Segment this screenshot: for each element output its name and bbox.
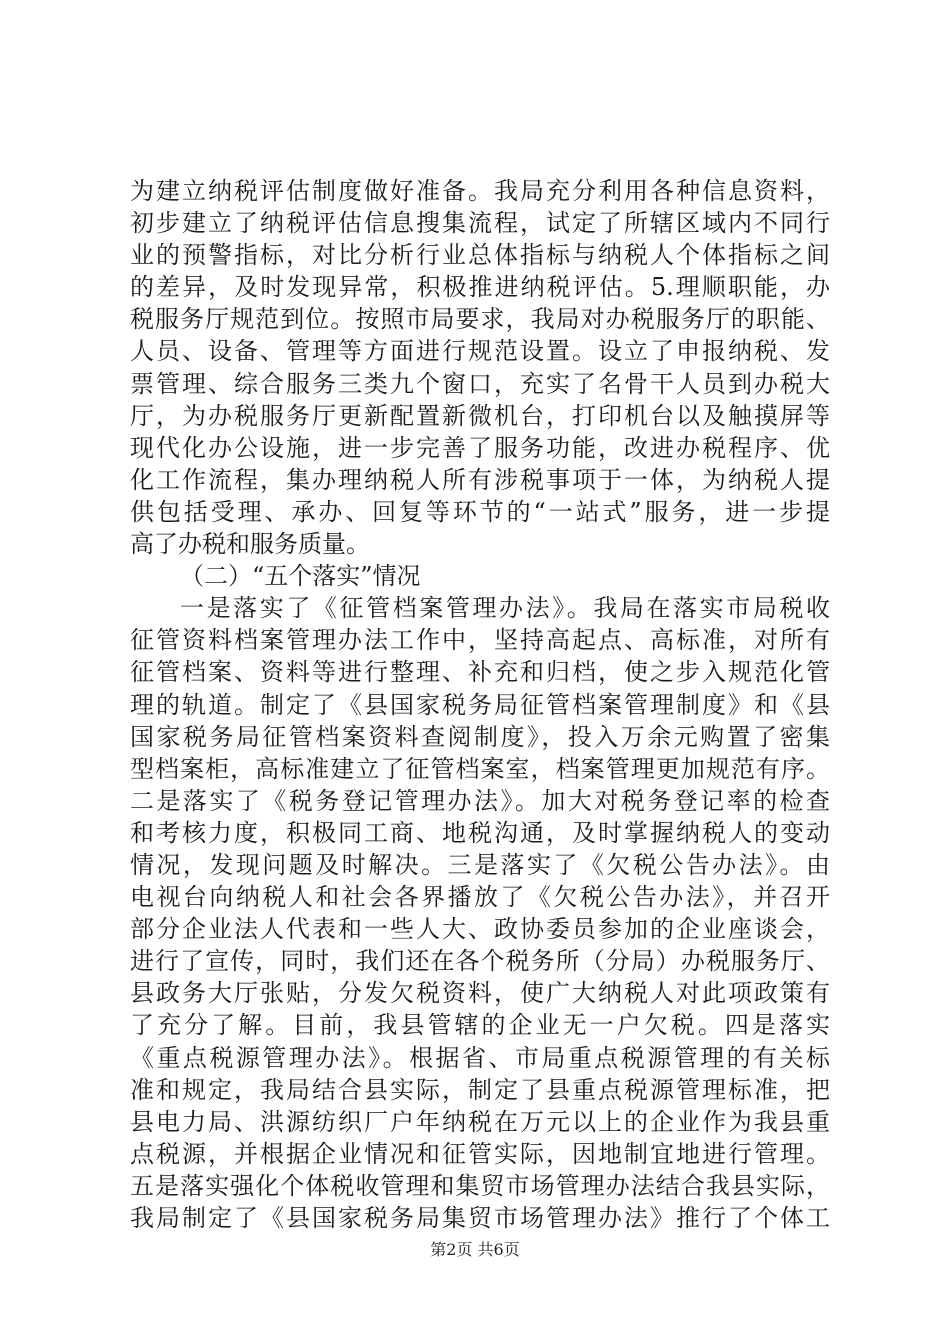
text-line: 点税源，并根据企业情况和征管实际，因地制宜地进行管理。 — [130, 1139, 830, 1168]
text-line: 县电力局、洪源纺织厂户年纳税在万元以上的企业作为我县重 — [130, 1107, 830, 1136]
text-line: 进行了宣传，同时，我们还在各个税务所（分局）办税服务厅、 — [130, 947, 830, 976]
text-line: 电视台向纳税人和社会各界播放了《欠税公告办法》，并召开 — [130, 883, 830, 912]
section-heading: （二）“五个落实”情况 — [180, 562, 421, 591]
text-line: 为建立纳税评估制度做好准备。我局充分利用各种信息资料， — [130, 177, 830, 205]
text-line: 征管资料档案管理办法工作中，坚持高起点、高标准，对所有 — [130, 626, 830, 655]
text-line: 了充分了解。目前，我县管辖的企业无一户欠税。四是落实 — [130, 1011, 830, 1040]
page-number-footer: 第2页 共6页 — [430, 1240, 520, 1259]
text-line: 厅，为办税服务厅更新配置新微机台，打印机台以及触摸屏等 — [130, 401, 830, 430]
text-line: 部分企业法人代表和一些人大、政协委员参加的企业座谈会， — [130, 915, 830, 944]
text-line: 现代化办公设施，进一步完善了服务功能，改进办税程序、优 — [130, 433, 830, 462]
text-line: 票管理、综合服务三类九个窗口，充实了名骨干人员到办税大 — [130, 369, 830, 398]
text-line: 化工作流程，集办理纳税人所有涉税事项于一体，为纳税人提 — [130, 465, 830, 494]
text-line: 《重点税源管理办法》。根据省、市局重点税源管理的有关标 — [130, 1043, 830, 1072]
text-line: 五是落实强化个体税收管理和集贸市场管理办法结合我县实际， — [130, 1171, 830, 1200]
text-line: 理的轨道。制定了《县国家税务局征管档案管理制度》和《县 — [130, 690, 830, 719]
text-line: 县政务大厅张贴，分发欠税资料，使广大纳税人对此项政策有 — [130, 979, 830, 1008]
text-line: 我局制定了《县国家税务局集贸市场管理办法》推行了个体工 — [130, 1204, 830, 1232]
text-line: 的差异，及时发现异常，积极推进纳税评估。5.理顺职能，办 — [130, 273, 830, 302]
text-line: 征管档案、资料等进行整理、补充和归档，使之步入规范化管 — [130, 658, 830, 687]
text-line: 供包括受理、承办、回复等环节的“一站式”服务，进一步提 — [130, 497, 830, 526]
text-line: 高了办税和服务质量。 — [130, 530, 370, 559]
body-text — [130, 175, 830, 1234]
text-line: 税服务厅规范到位。按照市局要求，我局对办税服务厅的职能、 — [130, 305, 830, 334]
text-line: 国家税务局征管档案资料查阅制度》，投入万余元购置了密集 — [130, 722, 830, 751]
text-line: 和考核力度，积极同工商、地税沟通，及时掌握纳税人的变动 — [130, 818, 830, 847]
text-line: 情况，发现问题及时解决。三是落实了《欠税公告办法》。由 — [130, 850, 830, 879]
text-line: 一是落实了《征管档案管理办法》。我局在落实市局税收 — [180, 594, 830, 623]
text-line: 初步建立了纳税评估信息搜集流程，试定了所辖区域内不同行 — [130, 209, 830, 238]
text-line: 准和规定，我局结合县实际，制定了县重点税源管理标准，把 — [130, 1075, 830, 1104]
text-line: 型档案柜，高标准建立了征管档案室，档案管理更加规范有序。 — [130, 754, 830, 783]
text-line: 二是落实了《税务登记管理办法》。加大对税务登记率的检查 — [130, 786, 830, 815]
text-line: 人员、设备、管理等方面进行规范设置。设立了申报纳税、发 — [130, 337, 830, 366]
text-line: 业的预警指标，对比分析行业总体指标与纳税人个体指标之间 — [130, 241, 830, 270]
